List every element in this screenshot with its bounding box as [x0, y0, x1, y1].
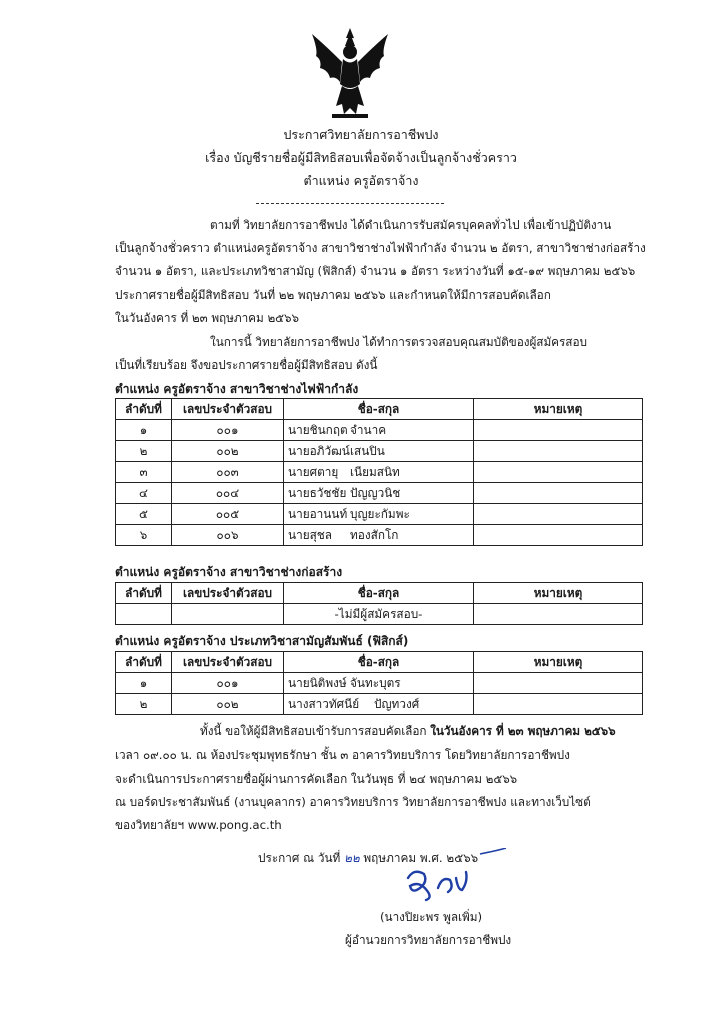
table-row [116, 483, 643, 504]
col-no: ลำดับที่ [116, 583, 172, 604]
last-name: เสนปิน [350, 443, 385, 458]
cell-remark [474, 604, 643, 625]
cell-no: ๔ [116, 483, 172, 504]
cell-no: ๖ [116, 525, 172, 546]
col-remark: หมายเหตุ [474, 399, 643, 420]
first-name: นายสุชล [288, 527, 333, 542]
first-name: นายอภิวัฒน์ [288, 443, 350, 458]
table-header-row [116, 399, 643, 420]
table-header-row [116, 652, 643, 673]
cell-no: ๕ [116, 504, 172, 525]
cell-remark [474, 483, 643, 504]
cell-exam-id: ๐๐๓ [172, 462, 284, 483]
cell-exam-id: ๐๐๑ [172, 673, 284, 694]
cell-no: ๓ [116, 462, 172, 483]
cell-no: ๒ [116, 694, 172, 715]
cell-exam-id: ๐๐๒ [172, 441, 284, 462]
intro-line-2: เป็นลูกจ้างชั่วคราว ตำแหน่งครูอัตราจ้าง สาขาวิชาช่างไฟฟ้ากำลัง จำนวน ๒ อัตรา, สาขาวิชาช่างก่อสร้าง [115, 241, 646, 255]
cell-exam-id: ๐๐๔ [172, 483, 284, 504]
cell-name [284, 504, 474, 525]
last-name: จันทะบุตร [350, 675, 401, 690]
cell-exam-id [172, 604, 284, 625]
last-name: ปัญญวนิช [350, 485, 401, 500]
cell-name [284, 462, 474, 483]
candidates-table-construction [115, 582, 643, 625]
first-name: นายนิติพงษ์ [288, 675, 347, 690]
table-row [116, 462, 643, 483]
candidates-table-physics [115, 651, 643, 715]
signer-name: (นางปิยะพร พูลเพิ่ม) [380, 910, 483, 924]
table-row [116, 504, 643, 525]
first-name: นายอานนท์ [288, 506, 348, 521]
first-name: นายชินกฤต [288, 422, 348, 437]
col-exam-id: เลขประจำตัวสอบ [172, 583, 284, 604]
cell-remark [474, 673, 643, 694]
cell-name [284, 694, 474, 715]
col-remark: หมายเหตุ [474, 652, 643, 673]
col-exam-id: เลขประจำตัวสอบ [172, 399, 284, 420]
col-no: ลำดับที่ [116, 399, 172, 420]
cell-no: ๑ [116, 673, 172, 694]
last-name: เนียมสนิท [350, 464, 400, 479]
cell-remark [474, 525, 643, 546]
table-header-row [116, 583, 643, 604]
cell-exam-id: ๐๐๑ [172, 420, 284, 441]
closing-line-2: เวลา ๐๙.๐๐ น. ณ ห้องประชุมพุทธรักษา ชั้น ๓ อาคารวิทยบริการ โดยวิทยาลัยการอาชีพปง [115, 748, 570, 762]
cell-no: ๒ [116, 441, 172, 462]
last-name: ทองสักโก [350, 527, 399, 542]
col-name: ชื่อ-สกุล [284, 583, 474, 604]
table-row [116, 420, 643, 441]
table-row [116, 673, 643, 694]
cell-remark [474, 504, 643, 525]
cell-no: ๑ [116, 420, 172, 441]
col-exam-id: เลขประจำตัวสอบ [172, 652, 284, 673]
cell-name [284, 483, 474, 504]
col-name: ชื่อ-สกุล [284, 652, 474, 673]
closing-line-4: ณ บอร์ดประชาสัมพันธ์ (งานบุคลากร) อาคารวิทยบริการ วิทยาลัยการอาชีพปง และทางเว็บไซต์ [115, 795, 591, 809]
candidates-table-electrical [115, 398, 643, 546]
first-name: นายธวัชชัย [288, 485, 347, 500]
first-name: นางสาวทัศนีย์ [288, 696, 360, 711]
cell-name [284, 441, 474, 462]
garuda-emblem-icon [306, 26, 394, 122]
cell-exam-id: ๐๐๕ [172, 504, 284, 525]
no-applicants-text: -ไม่มีผู้สมัครสอบ- [284, 604, 474, 625]
last-name: จำนาค [350, 422, 387, 437]
cell-remark [474, 441, 643, 462]
check-line-2: เป็นที่เรียบร้อย จึงขอประกาศรายชื่อผู้มีสิทธิสอบ ดังนี้ [115, 358, 378, 372]
closing-line-5: ของวิทยาลัยฯ www.pong.ac.th [115, 818, 282, 832]
cell-remark [474, 462, 643, 483]
intro-line-5: ในวันอังคาร ที่ ๒๓ พฤษภาคม ๒๕๖๖ [115, 311, 299, 325]
table-row [116, 441, 643, 462]
signature-icon [380, 848, 520, 908]
table-row [116, 604, 643, 625]
closing-line-1 [200, 722, 616, 741]
section-title-construction: ตำแหน่ง ครูอัตราจ้าง สาขาวิชาช่างก่อสร้าง [115, 565, 343, 579]
title-separator [256, 203, 444, 204]
last-name: บุญยะกัมพะ [350, 506, 410, 521]
cell-exam-id: ๐๐๖ [172, 525, 284, 546]
closing-line-3: จะดำเนินการประกาศรายชื่อผู้ผ่านการคัดเลือก ในวันพุธ ที่ ๒๔ พฤษภาคม ๒๕๖๖ [115, 772, 518, 786]
cell-name [284, 525, 474, 546]
intro-line-1: ตามที่ วิทยาลัยการอาชีพปง ได้ดำเนินการรับสมัครบุคคลทั่วไป เพื่อเข้าปฏิบัติงาน [210, 218, 612, 232]
announcement-position: ตำแหน่ง ครูอัตราจ้าง [303, 173, 419, 188]
date-prefix: ประกาศ ณ วันที่ [258, 851, 341, 865]
col-name: ชื่อ-สกุล [284, 399, 474, 420]
check-line-1: ในการนี้ วิทยาลัยการอาชีพปง ได้ทำการตรวจสอบคุณสมบัติของผู้สมัครสอบ [210, 335, 587, 349]
signer-title: ผู้อำนวยการวิทยาลัยการอาชีพปง [345, 933, 512, 947]
cell-name [284, 673, 474, 694]
cell-remark [474, 694, 643, 715]
closing-line-1-text: ทั้งนี้ ขอให้ผู้มีสิทธิสอบเข้ารับการสอบคัดเลือก [200, 724, 431, 738]
cell-name [284, 420, 474, 441]
section-title-electrical: ตำแหน่ง ครูอัตราจ้าง สาขาวิชาช่างไฟฟ้ากำลัง [115, 382, 359, 396]
intro-line-3: จำนวน ๑ อัตรา, และประเภทวิชาสามัญ (ฟิสิกส์) จำนวน ๑ อัตรา ระหว่างวันที่ ๑๕-๑๙ พฤษภาคม ๒๕๖๖ [115, 264, 636, 278]
date-day-handwritten: ๒๒ [344, 851, 360, 865]
table-row [116, 525, 643, 546]
cell-no [116, 604, 172, 625]
last-name: ปัญทวงศ์ [374, 696, 420, 711]
table-row [116, 694, 643, 715]
cell-remark [474, 420, 643, 441]
first-name: นายศตายุ [288, 464, 339, 479]
announcement-org: ประกาศวิทยาลัยการอาชีพปง [283, 127, 439, 142]
exam-date-emphasis: ในวันอังคาร ที่ ๒๓ พฤษภาคม ๒๕๖๖ [430, 724, 616, 738]
col-no: ลำดับที่ [116, 652, 172, 673]
cell-exam-id: ๐๐๒ [172, 694, 284, 715]
intro-line-4: ประกาศรายชื่อผู้มีสิทธิสอบ วันที่ ๒๒ พฤษภาคม ๒๕๖๖ และกำหนดให้มีการสอบคัดเลือก [115, 288, 551, 302]
section-title-physics: ตำแหน่ง ครูอัตราจ้าง ประเภทวิชาสามัญสัมพันธ์ (ฟิสิกส์) [115, 634, 409, 648]
col-remark: หมายเหตุ [474, 583, 643, 604]
date-month-year: พฤษภาคม พ.ศ. ๒๕๖๖ [363, 851, 479, 865]
announcement-subject: เรื่อง บัญชีรายชื่อผู้มีสิทธิสอบเพื่อจัดจ้างเป็นลูกจ้างชั่วคราว [205, 150, 517, 165]
